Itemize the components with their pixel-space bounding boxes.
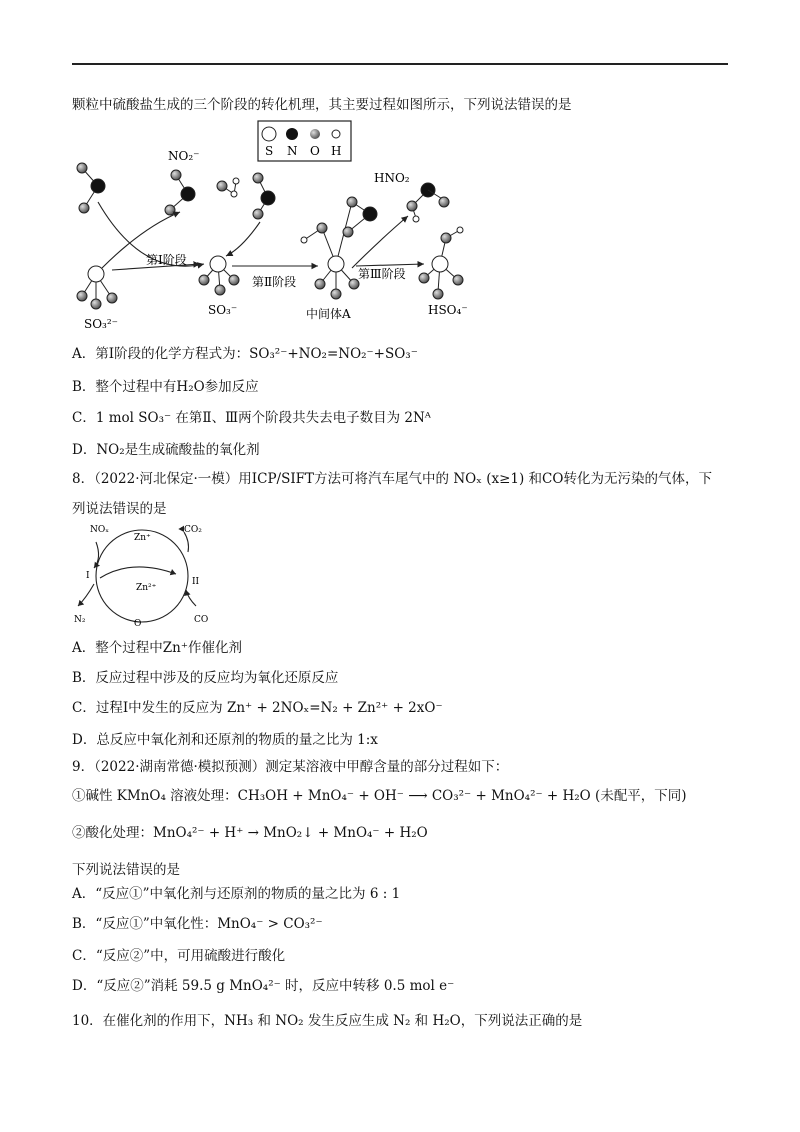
q9-step2: ②酸化处理：MnO₄²⁻ + H⁺ → MnO₂↓ + MnO₄⁻ + H₂O — [72, 825, 428, 841]
q8-option-d: D．总反应中氧化剂和还原剂的物质的量之比为 1:x — [72, 732, 378, 748]
legend-o: O — [310, 144, 320, 158]
q7-intro: 颗粒中硫酸盐生成的三个阶段的转化机理，其主要过程如图所示，下列说法错误的是 — [72, 97, 572, 113]
hso4-minus-molecule — [419, 227, 463, 299]
label-nox: NOₓ — [90, 525, 110, 535]
q9-option-a: A．“反应①”中氧化剂与还原剂的物质的量之比为 6 : 1 — [72, 886, 401, 902]
h2o-no2-pair — [217, 173, 275, 219]
label-so3-2minus: SO₃²⁻ — [84, 317, 119, 331]
label-n2: N₂ — [74, 615, 86, 625]
legend-box — [258, 121, 351, 161]
q8-option-a: A．整个过程中Zn⁺作催化剂 — [72, 640, 242, 656]
arrow-co2-out — [184, 532, 189, 552]
label-zn-plus: Zn⁺ — [134, 533, 151, 543]
q7-option-a: A．第Ⅰ阶段的化学方程式为：SO₃²⁻+NO₂=NO₂⁻+SO₃⁻ — [72, 346, 418, 362]
label-hso4-minus: HSO₄⁻ — [428, 303, 468, 317]
q9-stem: 9．（2022·湖南常德·模拟预测）测定某溶液中甲醇含量的部分过程如下： — [72, 759, 509, 775]
q9-step1: ①碱性 KMnO₄ 溶液处理：CH₃OH + MnO₄⁻ + OH⁻ ⟶ CO₃²⁻ + MnO₄²⁻ + H₂O (未配平，下同) — [72, 788, 687, 804]
label-zn2: Zn²⁺ — [136, 583, 157, 593]
label-no2-minus: NO₂⁻ — [168, 149, 200, 163]
no2-molecule — [77, 163, 105, 213]
legend-s: S — [265, 144, 274, 158]
q9-option-d: D．“反应②”消耗 59.5 g MnO₄²⁻ 时，反应中转移 0.5 mol e⁻ — [72, 978, 455, 994]
label-co2: CO₂ — [184, 525, 202, 535]
arrow-inner — [100, 567, 176, 578]
q7-option-d: D．NO₂是生成硫酸盐的氧化剂 — [72, 442, 260, 458]
q8-option-b: B．反应过程中涉及的反应均为氧化还原反应 — [72, 670, 339, 686]
q8-stem-line2: 列说法错误的是 — [72, 501, 167, 517]
label-o-minus: O⁻ — [134, 619, 147, 629]
header-rule — [72, 63, 728, 65]
q10-stem: 10．在催化剂的作用下，NH₃ 和 NO₂ 发生反应生成 N₂ 和 H₂O，下列说法正确的是 — [72, 1013, 583, 1029]
q7-option-c: C．1 mol SO₃⁻ 在第Ⅱ、Ⅲ两个阶段共失去电子数目为 2Nᴬ — [72, 410, 431, 426]
label-hno2: HNO₂ — [374, 171, 410, 185]
label-co: CO — [194, 615, 209, 625]
label-stage1: 第Ⅰ阶段 — [146, 253, 187, 267]
arrow-n2-out — [78, 584, 94, 606]
arrow-co-in — [186, 590, 196, 606]
q7-option-b: B．整个过程中有H₂O参加反应 — [72, 379, 259, 395]
so3-minus-molecule — [199, 256, 239, 295]
q8-cycle-diagram — [72, 518, 222, 630]
label-so3-minus: SO₃⁻ — [208, 303, 238, 317]
label-ii: II — [192, 577, 200, 587]
label-stage2: 第Ⅱ阶段 — [252, 275, 297, 289]
cycle-circle — [96, 530, 188, 622]
label-i: I — [86, 571, 90, 581]
no2-minus-molecule — [165, 170, 195, 215]
q8-stem-line1: 8．（2022·河北保定·一模）用ICP/SIFT方法可将汽车尾气中的 NOₓ (x≥1) 和CO转化为无污染的气体，下 — [72, 471, 712, 487]
label-stage3: 第Ⅲ阶段 — [358, 267, 406, 281]
q7-mechanism-diagram — [72, 118, 632, 338]
q9-option-c: C．“反应②”中，可用硫酸进行酸化 — [72, 948, 286, 964]
q8-option-c: C．过程Ⅰ中发生的反应为 Zn⁺ + 2NOₓ=N₂ + Zn²⁺ + 2xO⁻ — [72, 700, 443, 716]
q9-option-b: B．“反应①”中氧化性：MnO₄⁻ > CO₃²⁻ — [72, 916, 323, 932]
intermediate-a-molecule — [301, 197, 377, 299]
legend-n: N — [287, 144, 298, 158]
hno2-molecule — [407, 183, 449, 222]
label-intermediate-a: 中间体A — [306, 307, 351, 321]
legend-h: H — [331, 144, 342, 158]
so3-2minus-molecule — [77, 266, 117, 309]
q9-ask: 下列说法错误的是 — [72, 862, 180, 878]
